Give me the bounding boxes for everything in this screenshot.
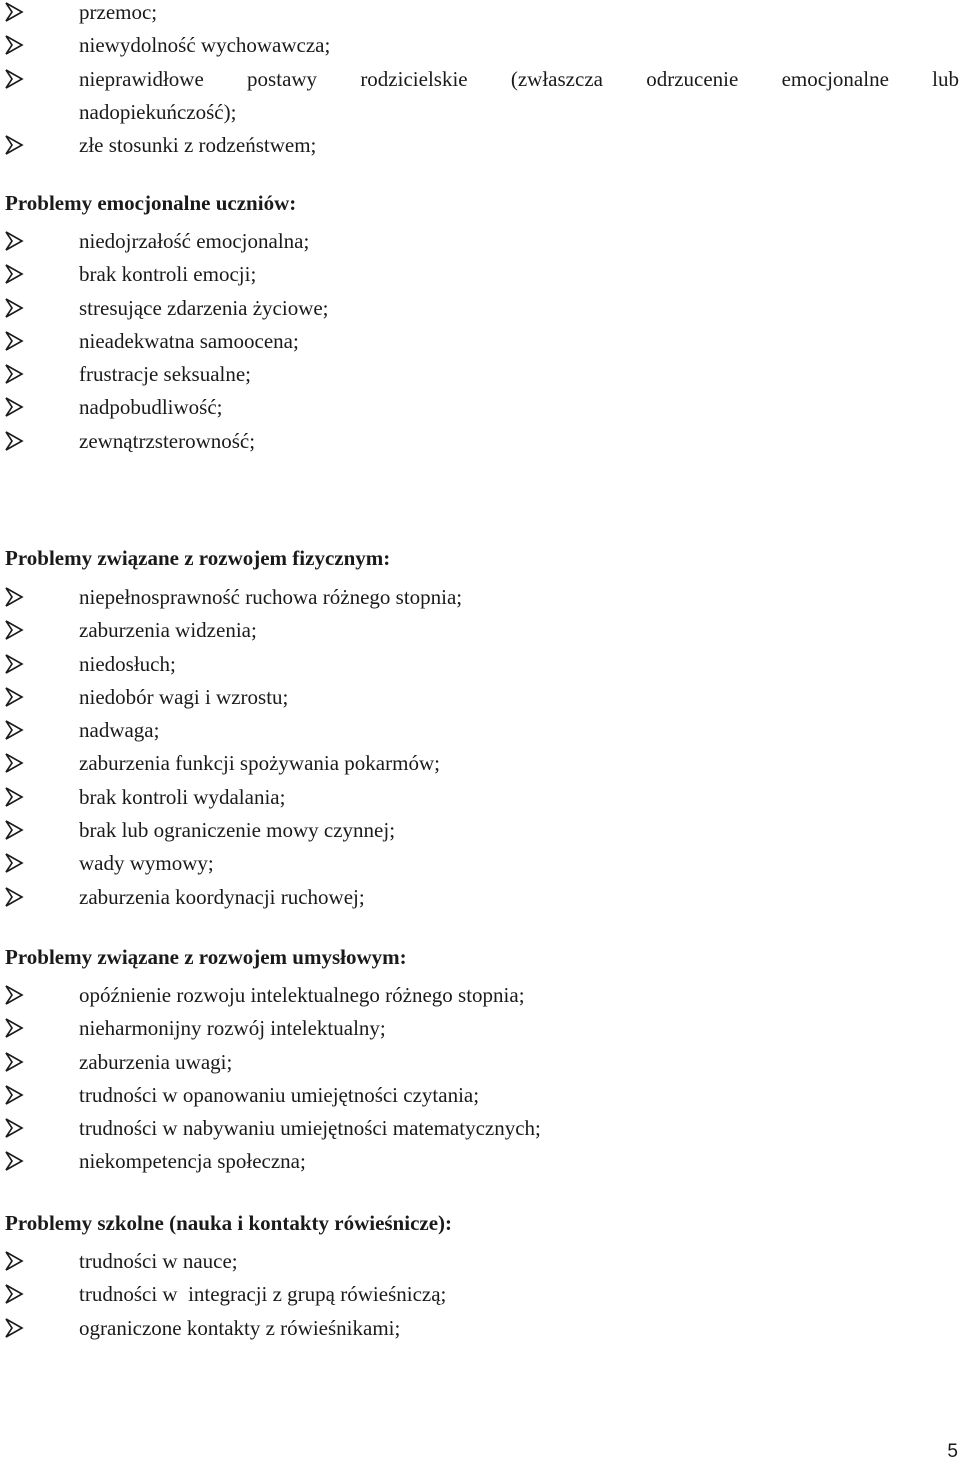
section-heading: Problemy emocjonalne uczniów:: [5, 191, 297, 215]
section-physical: [0, 542, 960, 914]
section-school: [0, 1207, 960, 1345]
list-item-text: niepełnosprawność ruchowa różnego stopnia;: [79, 585, 463, 609]
list-item-text: zaburzenia koordynacji ruchowej;: [79, 884, 365, 909]
list-item-text: niekompetencja społeczna;: [79, 1149, 306, 1174]
list-item-text: nadwaga;: [79, 718, 160, 743]
list-item-continuation: [0, 96, 960, 129]
school-list: [0, 1245, 960, 1345]
arrowhead-bullet-icon: [3, 34, 25, 56]
list-item: [0, 358, 960, 391]
arrowhead-bullet-icon: [3, 1017, 25, 1039]
intellectual-list: [0, 979, 960, 1179]
list-item: [0, 979, 960, 1012]
arrowhead-bullet-icon: [3, 1150, 25, 1172]
list-item-text: brak lub ograniczenie mowy czynnej;: [79, 818, 396, 843]
list-item: [0, 681, 960, 714]
list-item: [0, 1012, 960, 1045]
list-item-text: nieharmonijny rozwój intelektualny;: [79, 1016, 386, 1041]
arrowhead-bullet-icon: [3, 396, 25, 418]
list-item-text: nieadekwatna samoocena;: [79, 328, 299, 353]
arrowhead-bullet-icon: [3, 686, 25, 708]
list-item-text: ograniczone kontakty z rówieśnikami;: [79, 1315, 401, 1340]
physical-list: [0, 581, 960, 914]
list-item-text: niedosłuch;: [79, 651, 176, 676]
arrowhead-bullet-icon: [3, 719, 25, 741]
list-item-text: nieprawidłowe postawy rodzicielskie (zwłaszcza odrzucenie emocjonalne lub: [79, 66, 959, 91]
section-heading: Problemy szkolne (nauka i kontakty rówieśnicze):: [5, 1211, 453, 1235]
list-item: [0, 781, 960, 814]
list-item-text: trudności w opanowaniu umiejętności czytania;: [79, 1082, 480, 1107]
arrowhead-bullet-icon: [3, 1250, 25, 1272]
list-item-text: zaburzenia funkcji spożywania pokarmów;: [79, 751, 440, 776]
list-item: [0, 648, 960, 681]
list-item-text: zaburzenia uwagi;: [79, 1049, 233, 1074]
arrowhead-bullet-icon: [3, 1, 25, 23]
list-item-text: frustracje seksualne;: [79, 362, 252, 387]
arrowhead-bullet-icon: [3, 786, 25, 808]
list-item-text: brak kontroli wydalania;: [79, 784, 286, 809]
list-item-text: zaburzenia widzenia;: [79, 618, 257, 643]
arrowhead-bullet-icon: [3, 297, 25, 319]
arrowhead-bullet-icon: [3, 1051, 25, 1073]
arrowhead-bullet-icon: [3, 1317, 25, 1339]
list-item-text: przemoc;: [79, 0, 158, 24]
arrowhead-bullet-icon: [3, 134, 25, 156]
list-item-text: trudności w nauce;: [79, 1249, 238, 1273]
list-item-text: zewnątrzsterowność;: [79, 428, 256, 453]
section-emotional: [0, 187, 960, 458]
list-item: [0, 747, 960, 780]
list-item: [0, 1079, 960, 1112]
list-item: [0, 391, 960, 424]
list-item: [0, 1145, 960, 1178]
arrowhead-bullet-icon: [3, 619, 25, 641]
list-item: [0, 258, 960, 291]
arrowhead-bullet-icon: [3, 819, 25, 841]
list-item: [0, 129, 960, 162]
list-item: [0, 63, 960, 96]
arrowhead-bullet-icon: [3, 1283, 25, 1305]
list-item-text: niedojrzałość emocjonalna;: [79, 229, 310, 253]
arrowhead-bullet-icon: [3, 886, 25, 908]
intro-list: [0, 0, 960, 162]
list-item: [0, 847, 960, 880]
section-intellectual: [0, 941, 960, 1179]
list-item: [0, 1278, 960, 1311]
list-item: [0, 1312, 960, 1345]
list-item-text: opóźnienie rozwoju intelektualnego różnego stopnia;: [79, 983, 525, 1007]
list-item-text: niedobór wagi i wzrostu;: [79, 684, 289, 709]
list-item: [0, 29, 960, 62]
arrowhead-bullet-icon: [3, 653, 25, 675]
arrowhead-bullet-icon: [3, 330, 25, 352]
arrowhead-bullet-icon: [3, 230, 25, 252]
list-item-text: stresujące zdarzenia życiowe;: [79, 295, 329, 320]
section-heading: Problemy związane z rozwojem fizycznym:: [5, 546, 391, 570]
list-item-text: wady wymowy;: [79, 851, 214, 876]
intro-section: [0, 0, 960, 162]
arrowhead-bullet-icon: [3, 752, 25, 774]
list-item: [0, 1245, 960, 1278]
arrowhead-bullet-icon: [3, 363, 25, 385]
list-item: [0, 1046, 960, 1079]
list-item: [0, 614, 960, 647]
arrowhead-bullet-icon: [3, 984, 25, 1006]
list-item-text: brak kontroli emocji;: [79, 262, 257, 287]
list-item: [0, 1112, 960, 1145]
list-item: [0, 714, 960, 747]
list-item: [0, 881, 960, 914]
list-item-text: trudności w nabywaniu umiejętności matematycznych;: [79, 1116, 541, 1141]
list-item: [0, 225, 960, 258]
list-item: [0, 814, 960, 847]
list-item-text: złe stosunki z rodzeństwem;: [79, 133, 317, 158]
arrowhead-bullet-icon: [3, 263, 25, 285]
list-item-text: nadopiekuńczość);: [79, 99, 237, 124]
arrowhead-bullet-icon: [3, 1117, 25, 1139]
list-item: [0, 325, 960, 358]
section-heading: Problemy związane z rozwojem umysłowym:: [5, 945, 407, 969]
list-item: [0, 292, 960, 325]
list-item: [0, 0, 960, 29]
arrowhead-bullet-icon: [3, 1084, 25, 1106]
list-item-text: trudności w integracji z grupą rówieśniczą;: [79, 1282, 447, 1307]
arrowhead-bullet-icon: [3, 852, 25, 874]
list-item-text: niewydolność wychowawcza;: [79, 33, 331, 58]
list-item-text: nadpobudliwość;: [79, 395, 223, 420]
arrowhead-bullet-icon: [3, 586, 25, 608]
emotional-list: [0, 225, 960, 458]
list-item: [0, 425, 960, 458]
page-number: 5: [947, 1441, 958, 1462]
arrowhead-bullet-icon: [3, 68, 25, 90]
arrowhead-bullet-icon: [3, 430, 25, 452]
list-item: [0, 581, 960, 614]
